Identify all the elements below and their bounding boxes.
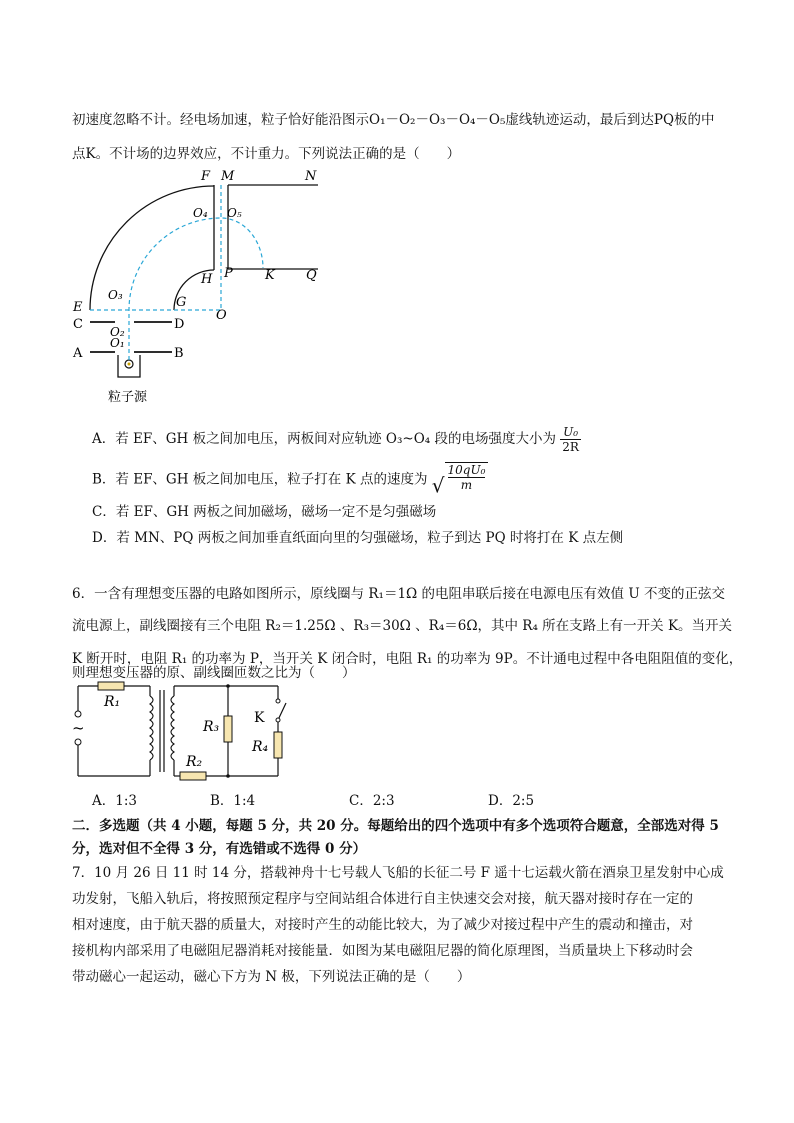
label-N: N — [305, 169, 317, 184]
label-E: E — [73, 300, 83, 315]
q5-option-a-den: 2R — [562, 440, 579, 454]
label-source: 粒子源 — [108, 390, 148, 405]
label-G: G — [176, 295, 187, 310]
q6-line2: 流电源上，副线圈接有三个电阻 R₂＝1.25Ω 、R₃＝30Ω 、R₄＝6Ω，其中 R₄ 所在支路上有一开关 K。当开关 — [72, 618, 733, 634]
switch-K — [278, 703, 286, 720]
q5-option-d: D．若 MN、PQ 两板之间加垂直纸面向里的匀强磁场，粒子到达 PQ 时将打在 K 点左侧 — [92, 530, 624, 546]
q5-intro-line2: 点K。不计场的边界效应，不计重力。下列说法正确的是（ ） — [72, 146, 461, 162]
label-R1: R₁ — [104, 694, 121, 710]
section2-line2: 分，选对但不全得 3 分，有选错或不选得 0 分） — [72, 841, 367, 857]
q5-option-a-fraction — [560, 425, 581, 454]
resistor-R3 — [224, 716, 232, 742]
label-R4: R₄ — [252, 739, 269, 755]
label-F: F — [201, 169, 211, 184]
label-O3: O₃ — [108, 288, 123, 302]
label-D: D — [174, 317, 185, 332]
label-O5: O₅ — [227, 206, 242, 220]
q5-figure — [68, 165, 328, 410]
label-A: A — [73, 346, 83, 361]
label-O2: O₂ — [110, 325, 125, 339]
label-O1: O₁ — [110, 336, 125, 350]
label-B: B — [174, 346, 184, 361]
q7-line3: 相对速度，由于航天器的质量大，对接时产生的动能比较大，为了减少对接过程中产生的震动和撞击，对 — [72, 917, 693, 933]
label-K: K — [265, 268, 275, 283]
label-C: C — [73, 317, 83, 332]
trajectory — [129, 218, 263, 360]
label-O: O — [216, 308, 227, 323]
q5-option-a-num: U₀ — [560, 425, 581, 440]
q6-option-d: D．2:5 — [488, 793, 535, 809]
q5-option-b-num: 10qU₀ — [447, 463, 486, 477]
label-R2: R₂ — [186, 754, 203, 770]
label-H: H — [201, 272, 213, 287]
q7-line5: 带动磁心一起运动，磁心下方为 N 极，下列说法正确的是（ ） — [72, 969, 471, 985]
q6-option-c: C．2:3 — [349, 793, 395, 809]
q5-option-b-sqrt: √ $\frac{\text{10qU₀}}{m}$ — [432, 462, 489, 498]
resistor-R4 — [274, 732, 282, 758]
q6-line3: K 断开时，电阻 R₁ 的功率为 P，当开关 K 闭合时，电阻 R₁ 的功率为 9P。不计通电过程中各电阻阻值的变化， — [72, 651, 743, 667]
q5-option-c: C．若 EF、GH 两板之间加磁场，磁场一定不是匀强磁场 — [92, 504, 437, 520]
q5-option-b — [92, 462, 488, 498]
q6-circuit-figure — [68, 676, 308, 786]
section2-line1: 二．多选题（共 4 小题，每题 5 分，共 20 分。每题给出的四个选项中有多个选项符合题意，全部选对得 5 — [72, 818, 719, 834]
label-P: P — [224, 266, 233, 281]
q5-option-b-text: B．若 EF、GH 板之间加电压，粒子打在 K 点的速度为 — [92, 471, 428, 488]
q5-option-a-text: A．若 EF、GH 板之间加电压，两板间对应轨迹 O₃~O₄ 段的电场强度大小为 — [92, 431, 556, 447]
q6-line4: 则理想变压器的原、副线圈匝数之比为（ ） — [72, 665, 356, 681]
label-M: M — [221, 169, 235, 184]
q7-line4: 接机构内部采用了电磁阻尼器消耗对接能量．如图为某电磁阻尼器的简化原理图，当质量块上下移动时会 — [72, 943, 693, 959]
q6-line1: 6．一含有理想变压器的电路如图所示，原线圈与 R₁＝1Ω 的电阻串联后接在电源电压有效值 U 不变的正弦交 — [72, 586, 725, 602]
resistor-R1 — [98, 682, 124, 690]
q6-option-a: A．1:3 — [92, 793, 137, 809]
q7-line2: 功发射，飞船入轨后，将按照预定程序与空间站组合体进行自主快速交会对接，航天器对接时存在一定的 — [72, 891, 693, 907]
q5-option-a — [92, 425, 581, 454]
label-R3: R₃ — [203, 719, 220, 735]
secondary-coil — [171, 696, 174, 760]
q5-intro-line1: 初速度忽略不计。经电场加速，粒子恰好能沿图示O₁－O₂－O₃－O₄－O₅虚线轨迹运动，最后到达PQ板的中 — [72, 112, 715, 128]
label-O4: O₄ — [193, 206, 208, 220]
resistor-R2 — [180, 772, 206, 780]
q5-option-b-den: m — [460, 478, 473, 492]
primary-coil — [150, 696, 153, 760]
q7-line1: 7．10 月 26 日 11 时 14 分，搭载神舟十七号载人飞船的长征二号 F 遥十七运载火箭在酒泉卫星发射中心成 — [72, 865, 724, 881]
label-K: K — [254, 710, 265, 726]
q6-option-b: B．1:4 — [210, 793, 256, 809]
label-ac-source: ~ — [72, 719, 85, 737]
label-Q: Q — [306, 268, 317, 283]
